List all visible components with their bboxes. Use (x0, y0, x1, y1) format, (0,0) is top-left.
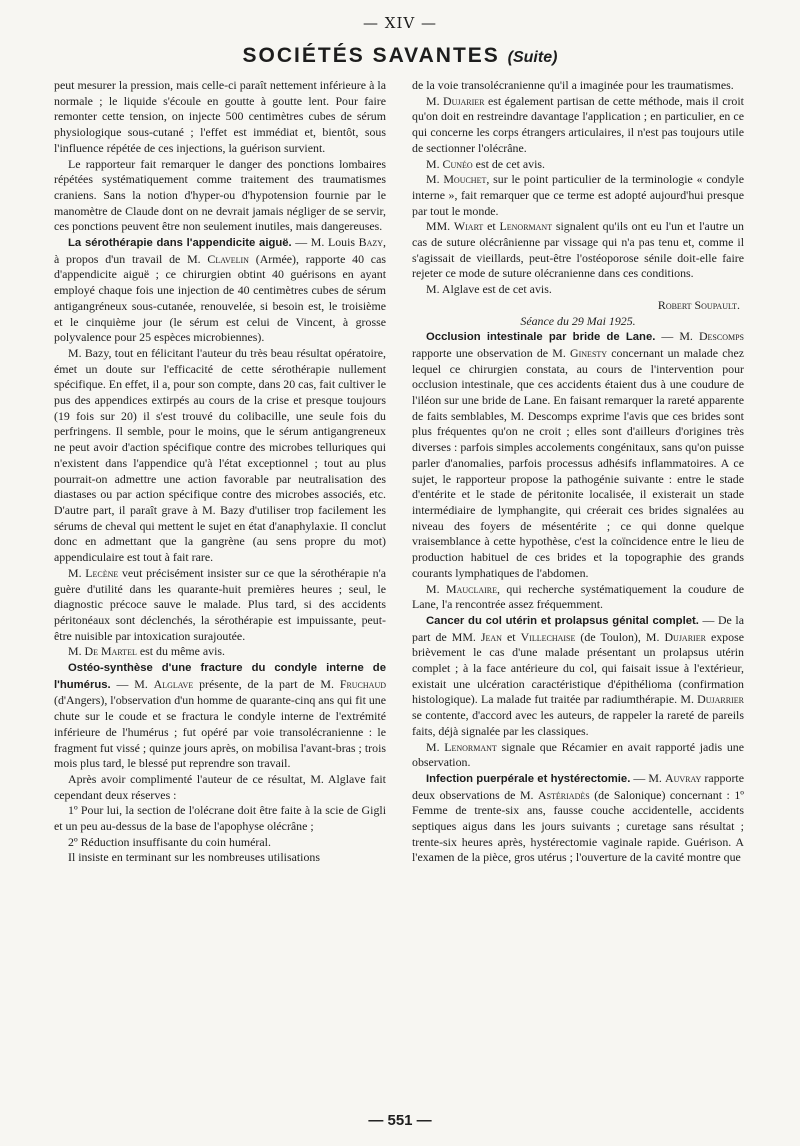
paragraph (54, 235, 386, 346)
page-title (0, 44, 800, 68)
author-name: Bazy (358, 235, 384, 250)
page-title-text: SOCIÉTÉS SAVANTES (242, 44, 500, 67)
text: (de Toulon), M. (575, 629, 665, 644)
text: et (501, 629, 521, 644)
text: concernant un malade chez lequel ce chirurgien constata, au cours de l'intervention pour occlusion intestinale, que ces accidents étaient dus à une coudure de l'iléon sur une bride de Lane. En faisant remarquer la rareté apparente de faits semblables, M. Descomps exprime l'avis que ces brides sont plus fréquentes qu'on ne croit ; elles sont d'ailleurs d'origines très diverses : parfois simples accolements congénitaux, sans qu'on puisse parler d'anomalies, parfois processus adhésifs inflammatoires. A ce sujet, le rapporteur propose la pathogénie suivante : entre le stade d'entérite et le stade de péritonite localisée, il existerait un stade intermédiaire de lymphangite, qui créerait ces brides signalées au niveau des foyers de mésentérite ; ce qui donne quelque vraisemblance à cette hypothèse, c'est la coïncidence entre le lieu de production habituel de ces brides et la topographie des grands courants lymphatiques de l'abdomen. (412, 345, 745, 580)
text: M. (426, 93, 444, 108)
paragraph: 1º Pour lui, la section de l'olécrane doit être faite à la scie de Gigli et un peu au-dessus de la base de l'apophyse olécrâne ; (54, 803, 386, 834)
text: MM. (426, 219, 454, 234)
paragraph (412, 157, 744, 173)
text: et (483, 219, 500, 234)
text: se contente, d'accord avec les auteurs, de rappeler la rareté de pareils faits, déjà signalée par les classiques. (412, 708, 744, 738)
paragraph: M. Bazy, tout en félicitant l'auteur du très beau résultat opératoire, émet un doute sur l'efficacité de cette sérothérapie nullement spécifique. En effet, il a, pour son compte, dans 20 cas, fait cultiver le pus des appendices extirpés au cours de la crise et presque toujours (19 fois sur 20) il s'est trouvé du colibacille, une seule fois du perfringens. Il semble, pour le moins, que le sérum antigangreneux ne peut avoir d'action spécifique contre des microbes telluriques qui n'existent dans l'appendice qu'à l'état exceptionnel ; tout au plus pourrait-on admettre une action favorable par neutralisation des diastases ou par action spécifique contre des microbes associés, etc. D'autre part, il paraît grave à M. Bazy d'utiliser trop facilement les sérums de cheval qui mettent le sujet en état d'anaphylaxie. Il conclut donc en admettant que la gangrène (au sens propre du mot) appendiculaire est tout à fait rare. (54, 345, 386, 565)
text: expose brièvement le cas d'une malade présentant un prolapsus utérin complet ; à la face antérieure du col, qui faisait issue à l'extérieur, existait une ulcération caractéristique d'épithélioma (confirmation histologique). La malade fut traitée par radiumthérapie. M. (412, 629, 744, 707)
paragraph: Le rapporteur fait remarquer le danger des ponctions lombaires répétées systématiquement comme traitement des traumatismes craniens. Sans la notion d'hyper-ou d'hypotension fournie par le manomètre de Claude dont on ne devrait jamais négliger de se servir, ces ponctions peuvent être non seulement inutiles, mais dangereuses. (54, 156, 386, 234)
author-name: Astériadès (538, 787, 590, 802)
text: rapporte une observation de M. (412, 345, 571, 360)
author-name: Alglave (153, 676, 194, 691)
text: est de cet avis. (472, 156, 545, 171)
author-name: Dujarier (443, 93, 485, 108)
author-name: Mauclaire (446, 581, 498, 596)
text: , qui recherche systématiquement la coudure de Lane, l'a rencontrée assez fréquemment. (412, 581, 744, 612)
paragraph (412, 329, 744, 581)
author-name: Jean (480, 629, 502, 644)
text: — M. (655, 329, 699, 344)
author-name: Fruchaud (339, 676, 386, 691)
section-heading: La sérothérapie dans l'appendicite aiguë. (68, 237, 292, 250)
paragraph: peut mesurer la pression, mais celle-ci paraît nettement inférieure à la normale ; le liquide s'écoule en goutte à goutte lent. Pour faire remonter cette tension, on injecte 500 centimètres cubes de sérum physiologique sous-cutané ; l'effet est immédiat et, bientôt, sous l'influence répétée de ces injections, la guérison survient. (54, 78, 386, 155)
text: veut précisément insister sur ce que la sérothérapie n'a guère d'utilité dans les quarante-huit premières heures ; seul, le diagnostic précoce sauve le malade. Plus tard, si des accidents péritonéaux sont déclenchés, la sérothérapie est impuissante, peut-être nuisible par intoxication surajoutée. (54, 565, 386, 643)
text: , sur le point particulier de la terminologie « condyle interne », fait remarquer que ce terme est adopté aujourd'hui presque par tout le monde. (412, 172, 744, 218)
paragraph (412, 172, 744, 219)
page-number: — 551 — (368, 1112, 432, 1129)
left-column (54, 78, 386, 866)
right-column (412, 78, 744, 866)
text: (de Salonique) concernant : 1º Femme de trente-six ans, fausse couche accidentelle, accidents septiques aigus dans les jours suivants ; curetage sans résultat ; trente-six heures après, hystérectomie vaginale rapide. Guérison. A l'examen de la pièce, gros utérus ; l'ouverture de la cavité montre que (412, 787, 744, 865)
text: , à propos d'un travail de M. (54, 235, 386, 266)
text: (d'Angers), l'observation d'un homme de quarante-cinq ans qui fit une chute sur le coude et se fractura le condyle interne de l'extrémité inférieure de l'humérus ; fut opéré par voie transolécranienne : le fragment fut vissé ; quinze jours après, on mobilisa l'avant-bras ; trois mois plus tard, le blessé put reprendre son travail. (54, 693, 387, 771)
text: (Armée), rapporte 40 cas d'appendicite aiguë ; ce chirurgien obtint 40 guérisons en ayant employé chaque fois une injection de 40 centimètres cubes de sérum antigangréneux sous-cutanée, renouvelée, si besoin est, le troisième et le cinquième jour (le sérum est celui de Vincent, à grosse polyvalence pour 25 espèces microbiennes). (54, 251, 386, 345)
paragraph: 2º Réduction insuffisante du coin huméral. (68, 834, 271, 849)
paragraph (54, 644, 386, 660)
author-name: Dujarrier (697, 692, 744, 707)
text: M. (426, 581, 446, 596)
paragraph: Il insiste en terminant sur les nombreuses utilisations (68, 850, 320, 865)
author-name: Auvray (664, 770, 702, 785)
section-heading: Cancer du col utérin et prolapsus génital complet. (426, 614, 699, 627)
author-name: Lenormant (444, 739, 497, 754)
paragraph (412, 219, 744, 282)
paragraph: Après avoir complimenté l'auteur de ce résultat, M. Alglave fait cependant deux réserves : (54, 771, 386, 802)
signature: Robert Soupault. (657, 297, 740, 312)
section-heading: Occlusion intestinale par bride de Lane. (426, 331, 656, 344)
author-name: Wiart (453, 219, 484, 234)
page-title-suite: (Suite) (507, 49, 558, 66)
text: — M. Louis (291, 235, 359, 250)
author-name: Dujarier (664, 629, 706, 644)
text: — M. (110, 676, 154, 691)
author-name: Lenormant (499, 219, 553, 234)
text: présente, de la part de M. (193, 676, 340, 691)
author-name: Ginesty (570, 345, 608, 360)
text: — M. (630, 770, 665, 785)
paragraph (412, 582, 744, 613)
text: M. (68, 644, 85, 659)
paragraph (412, 740, 744, 771)
author-name: Clavelin (207, 251, 249, 266)
text: est du même avis. (136, 644, 226, 659)
paragraph: de la voie transolécranienne qu'il a imaginée pour les traumatismes. (412, 78, 734, 92)
text: — De la part de MM. (412, 612, 744, 644)
author-name: Lecène (85, 565, 119, 580)
text: signalent qu'ils ont eu l'un et l'autre un cas de suture olécrânienne par vissage qui n'a pas tenu et, comme il s'agissait de vieillards, peut-être l'ostéoporose sénile doit-elle faire rejeter ce mode de suture olécranienne dans ces conditions. (412, 219, 744, 281)
page-number-roman: — XIV — (363, 14, 437, 32)
author-name: Mouchet (443, 172, 487, 187)
author-name: Descomps (698, 329, 744, 344)
text: M. (426, 156, 443, 171)
text: rapporte deux observations de M. (412, 770, 744, 802)
paragraph (412, 613, 744, 740)
text: est également partisan de cette méthode, mais il croit qu'on doit en restreindre davantage l'application ; en particulier, en ce qui concerne les corps étrangers articulaires, il n'est pas toujours utile de sectionner l'olécrâne. (412, 93, 744, 155)
paragraph (54, 660, 386, 772)
text: M. (426, 739, 445, 754)
session-date: Séance du 29 Mai 1925. (520, 313, 636, 328)
paragraph (412, 771, 744, 866)
section-heading: Infection puerpérale et hystérectomie. (426, 772, 631, 785)
text: M. (68, 565, 86, 580)
paragraph (412, 94, 744, 157)
paragraph: M. Alglave est de cet avis. (426, 282, 552, 297)
author-name: Villechaise (520, 629, 576, 644)
text: signale que Récamier en avait rapporté jadis une observation. (412, 739, 744, 770)
paragraph (54, 566, 386, 645)
author-name: De Martel (84, 644, 137, 659)
author-name: Cunéo (442, 156, 473, 171)
section-heading: Ostéo-synthèse d'une fracture du condyle interne de l'humérus. (54, 662, 386, 691)
text: M. (426, 172, 444, 187)
